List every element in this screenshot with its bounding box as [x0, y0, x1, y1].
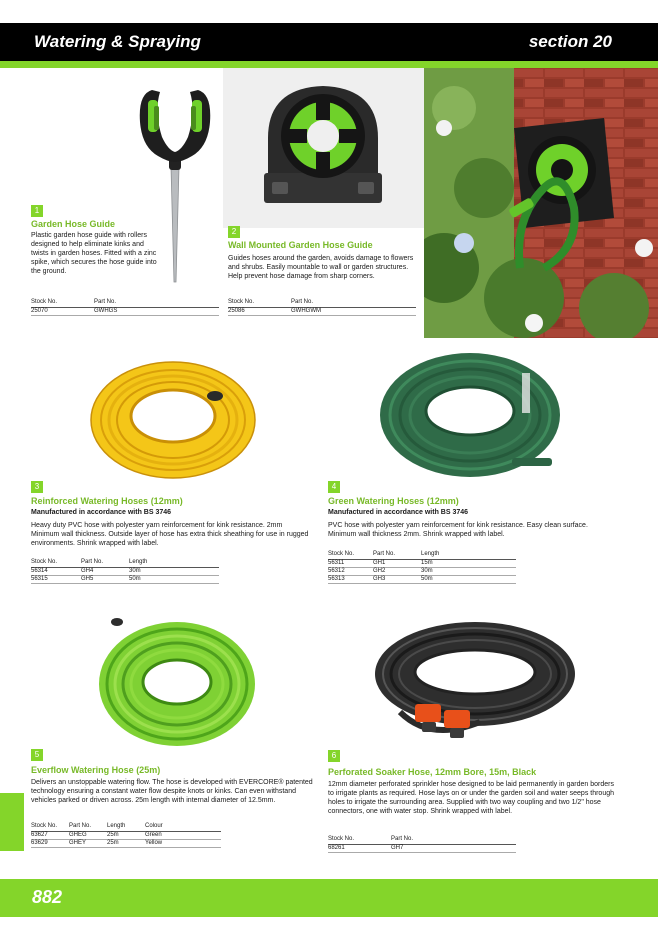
column-header: Part No. [69, 823, 107, 832]
stock-number: 56311 [328, 560, 373, 568]
stock-number: 63629 [31, 840, 69, 848]
product-number-badge: 1 [31, 205, 43, 217]
column-header: Stock No. [31, 823, 69, 832]
stock-number: 56313 [328, 576, 373, 584]
product-description: 12mm diameter perforated sprinkler hose designed to be laid permanently in garden borders to irrigate plants as required. Hose lays on or under the garden soil and water seeps through holes to irrigate the surrounding area. Supplied with two way coupling and two 1/2" hose connectors, one with water stop. Shrink wrapped with label. [328, 781, 615, 815]
colour: Yellow [145, 840, 221, 848]
stock-number: 25070 [31, 308, 94, 316]
product-title: Perforated Soaker Hose, 12mm Bore, 15m, Black [328, 767, 537, 777]
product-spec-table [31, 823, 221, 848]
column-header: Part No. [94, 299, 219, 308]
table-row [31, 576, 219, 584]
length: 50m [129, 576, 219, 584]
wall-hose-guide-lifestyle-photo [424, 68, 658, 338]
everflow-hose-image [95, 612, 260, 752]
header-accent-bar [0, 61, 658, 68]
reinforced-yellow-hose-image [85, 340, 260, 485]
column-header: Stock No. [328, 551, 373, 560]
stock-number: 25086 [228, 308, 291, 316]
product-number-badge: 3 [31, 481, 43, 493]
product-description: Delivers an unstoppable watering flow. The hose is developed with EVERCORE® patented technology ensuring a constant water flow despite knots or kinks. Can even withstand vehicles parked or driven across. 25m length with internal diameter of 12.5mm. [31, 779, 313, 804]
part-number: GH5 [81, 576, 129, 584]
column-header: Length [129, 559, 219, 568]
part-number: GH3 [373, 576, 421, 584]
product-subtitle: Manufactured in accordance with BS 3746 [31, 509, 172, 516]
table-row [31, 832, 221, 840]
column-header: Part No. [391, 836, 516, 845]
product-spec-table [31, 559, 219, 584]
page-footer [0, 879, 658, 917]
length: 25m [107, 840, 145, 848]
part-number: GH4 [81, 568, 129, 576]
product-title: Garden Hose Guide [31, 219, 116, 229]
table-row [328, 568, 516, 576]
table-row [328, 576, 516, 584]
column-header: Part No. [373, 551, 421, 560]
column-header: Stock No. [31, 299, 94, 308]
product-subtitle: Manufactured in accordance with BS 3746 [328, 509, 469, 516]
column-header: Part No. [81, 559, 129, 568]
table-row [31, 840, 221, 848]
column-header: Colour [145, 823, 221, 832]
product-description: Plastic garden hose guide with rollers designed to help eliminate kinks and twists in garden hoses. Fitted with a zinc spike, which secures the hose guide into the ground. [31, 232, 157, 275]
product-spec-table [328, 836, 516, 853]
table-row [31, 308, 219, 316]
column-header: Part No. [291, 299, 416, 308]
length: 50m [421, 576, 516, 584]
table-row [228, 308, 416, 316]
part-number: GH7 [391, 845, 516, 853]
part-number: GWHGS [94, 308, 219, 316]
stock-number: 68261 [328, 845, 391, 853]
page-title: Watering & Spraying [34, 32, 201, 51]
green-watering-hose-image [372, 343, 567, 483]
section-side-tab [0, 793, 24, 851]
product-title: Wall Mounted Garden Hose Guide [228, 240, 373, 250]
part-number: GHEG [69, 832, 107, 840]
column-header: Stock No. [328, 836, 391, 845]
product-title: Green Watering Hoses (12mm) [328, 496, 459, 506]
colour: Green [145, 832, 221, 840]
product-description: Guides hoses around the garden, avoids damage to flowers and shrubs. Easily mountable to wall or garden structures. Help prevent hose damage from sharp corners. [228, 255, 414, 280]
table-row [328, 845, 516, 853]
part-number: GHEY [69, 840, 107, 848]
length: 30m [421, 568, 516, 576]
stock-number: 56315 [31, 576, 81, 584]
product-title: Everflow Watering Hose (25m) [31, 765, 161, 775]
column-header: Length [421, 551, 516, 560]
table-row [328, 560, 516, 568]
product-number-badge: 5 [31, 749, 43, 761]
product-title: Reinforced Watering Hoses (12mm) [31, 496, 183, 506]
column-header: Stock No. [31, 559, 81, 568]
product-spec-table [328, 551, 516, 584]
product-number-badge: 2 [228, 226, 240, 238]
product-spec-table [228, 299, 416, 316]
stock-number: 56312 [328, 568, 373, 576]
soaker-hose-image [360, 612, 580, 757]
wall-mounted-hose-guide-image [258, 78, 388, 208]
page-header [0, 23, 658, 61]
page-number: 882 [32, 887, 63, 907]
part-number: GH1 [373, 560, 421, 568]
product-description: PVC hose with polyester yarn reinforcement for kink resistance. Easy clean surface. Minimum wall thickness 2mm. Shrink wrapped with label. [328, 522, 588, 538]
product-number-badge: 4 [328, 481, 340, 493]
part-number: GH2 [373, 568, 421, 576]
part-number: GWHGWM [291, 308, 416, 316]
section-label: section 20 [528, 32, 612, 51]
stock-number: 56314 [31, 568, 81, 576]
product-description: Heavy duty PVC hose with polyester yarn reinforcement for kink resistance. 2mm Minimum wall thickness. Outside layer of hose has extra thick sheathing for use in rugged environments. Shrink wrapped with label. [31, 522, 309, 547]
column-header: Stock No. [228, 299, 291, 308]
product-number-badge: 6 [328, 750, 340, 762]
length: 15m [421, 560, 516, 568]
length: 25m [107, 832, 145, 840]
table-row [31, 568, 219, 576]
stock-number: 63627 [31, 832, 69, 840]
column-header: Length [107, 823, 145, 832]
length: 30m [129, 568, 219, 576]
product-spec-table [31, 299, 219, 316]
